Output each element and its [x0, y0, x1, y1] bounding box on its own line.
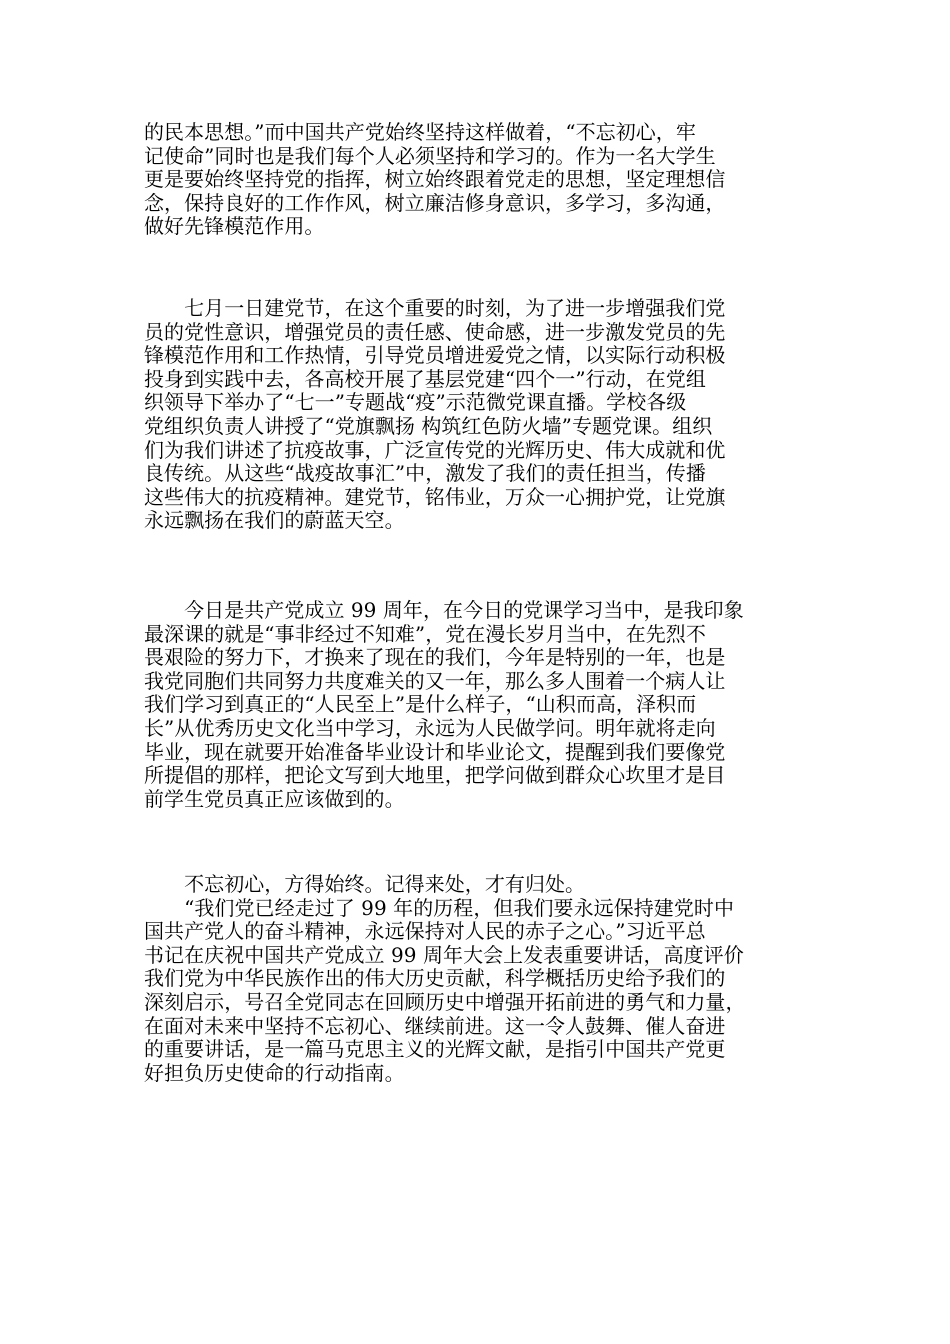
paragraph-2: 七月一日建党节，在这个重要的时刻，为了进一步增强我们党 员的党性意识，增强党员的责任感、使命感，进一步激发党员的先 锋模范作用和工作热情，引导党员增进爱党之情，以实际行动积极 投身到实践中去，各高校开展了基层党建“四个一”行动，在党组 织领导下举办了“七一”专题战“疫”示范微党课直播。学校各级 党组织负责人讲授了“党旗飘扬 构筑红色防火墙”专题党课。组织 们为我们讲述了抗疫故事，广泛宣传党的光辉历史、伟大成就和优 良传统。从这些“战疫故事汇”中，激发了我们的责任担当，传播 这些伟大的抗疫精神。建党节，铭伟业，万众一心拥护党，让党旗 永远飘扬在我们的蔚蓝天空。 [144, 296, 726, 533]
paragraph-4: 不忘初心，方得始终。记得来处，才有归处。 “我们党已经走过了 99 年的历程，但我们要永远保持建党时中 国共产党人的奋斗精神，永远保持对人民的赤子之心。”习近平总 书记在庆祝中国共产党成立 99 周年大会上发表重要讲话，高度评价 我们党为中华民族作出的伟大历史贡献，科学概括历史给予我们的 深刻启示，号召全党同志在回顾历史中增强开拓前进的勇气和力量， 在面对未来中坚持不忘初心、继续前进。这一令人鼓舞、催人奋进 的重要讲话，是一篇马克思主义的光辉文献，是指引中国共产党更 好担负历史使命的行动指南。 [144, 872, 746, 1085]
paragraph-1: 的民本思想。”而中国共产党始终坚持这样做着，“不忘初心，牢 记使命”同时也是我们每个人必须坚持和学习的。作为一名大学生 更是要始终坚持党的指挥，树立始终跟着党走的思想，坚定理想信 念，保持良好的工作作风，树立廉洁修身意识，多学习，多沟通， 做好先锋模范作用。 [144, 120, 726, 239]
paragraph-3: 今日是共产党成立 99 周年，在今日的党课学习当中，是我印象 最深课的就是“事非经过不知难”，党在漫长岁月当中，在先烈不 畏艰险的努力下，才换来了现在的我们，今年是特别的一年，也是 我党同胞们共同努力共度难关的又一年，那么多人围着一个病人让 我们学习到真正的“人民至上”是什么样子，“山积而高，泽积而 长”从优秀历史文化当中学习，永远为人民做学问。明年就将走向 毕业，现在就要开始准备毕业设计和毕业论文，提醒到我们要像党 所提倡的那样，把论文写到大地里，把学问做到群众心坎里才是目 前学生党员真正应该做到的。 [144, 598, 744, 811]
